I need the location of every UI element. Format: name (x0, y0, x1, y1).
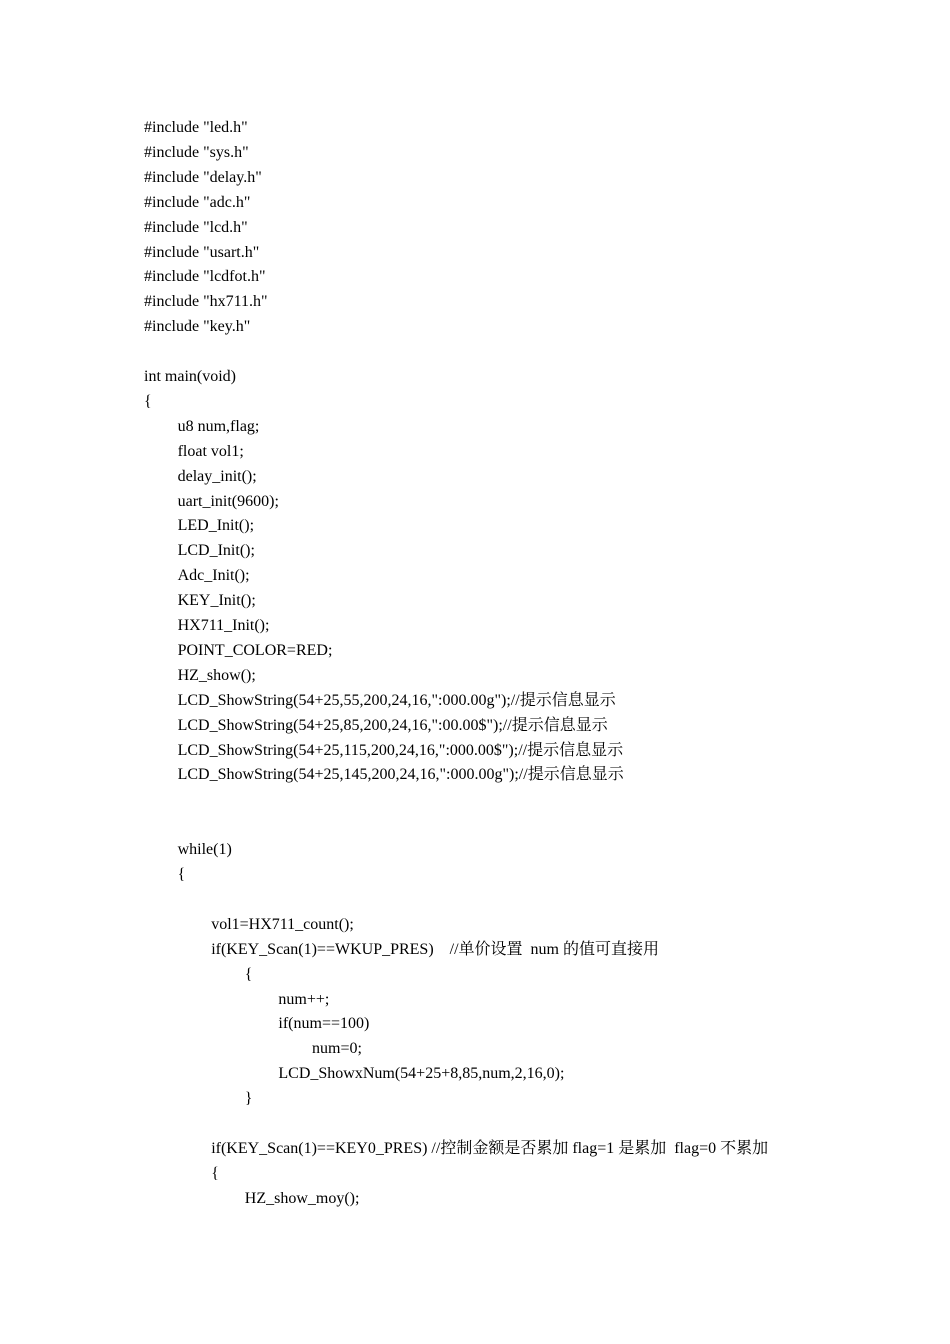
code-line: #include "delay.h" (144, 168, 262, 186)
code-line: int main(void) (144, 368, 236, 385)
code-line: LED_Init(); (177, 517, 255, 535)
code-line: #include "adc.h" (144, 193, 251, 211)
code-line: { (211, 1164, 219, 1182)
code-line: if(KEY_Scan(1)==KEY0_PRES) //控制金额是否累加 flag=1 是累加 flag=0 不累加 (211, 1139, 769, 1157)
code-line: if(KEY_Scan(1)==WKUP_PRES) //单价设置 num 的值可直接用 (211, 940, 659, 958)
code-line: { (177, 866, 186, 883)
code-line: #include "lcd.h" (144, 218, 248, 236)
code-line: LCD_ShowxNum(54+25+8,85,num,2,16,0); (278, 1065, 565, 1083)
code-line: Adc_Init(); (177, 567, 250, 585)
code-line: #include "key.h" (144, 318, 251, 336)
code-line: #include "usart.h" (144, 243, 260, 261)
code-line: { (144, 392, 152, 410)
code-line: float vol1; (177, 442, 244, 460)
code-line: u8 num,flag; (177, 417, 260, 435)
code-line: num++; (278, 990, 330, 1008)
code-line: { (244, 965, 253, 983)
code-line: if(num==100) (278, 1015, 370, 1033)
code-line: HZ_show_moy(); (244, 1189, 360, 1207)
code-line: while(1) (177, 841, 232, 859)
code-line: LCD_Init(); (177, 542, 255, 560)
code-line: HZ_show(); (177, 666, 256, 684)
code-line: #include "sys.h" (144, 143, 249, 161)
code-line: vol1=HX711_count(); (211, 915, 354, 933)
code-line: num=0; (312, 1040, 362, 1058)
code-line: LCD_ShowString(54+25,115,200,24,16,":000.00$");//提示信息显示 (177, 741, 624, 759)
code-line: LCD_ShowString(54+25,145,200,24,16,":000.00g");//提示信息显示 (177, 766, 624, 784)
code-line: delay_init(); (177, 467, 257, 485)
code-line: #include "hx711.h" (144, 293, 268, 311)
code-line: #include "led.h" (144, 119, 248, 136)
code-line: #include "lcdfot.h" (144, 268, 266, 286)
code-line: } (244, 1090, 253, 1108)
code-line: KEY_Init(); (177, 592, 256, 610)
code-line: HX711_Init(); (177, 617, 270, 634)
code-line: uart_init(9600); (177, 492, 279, 510)
code-line: LCD_ShowString(54+25,85,200,24,16,":00.00$");//提示信息显示 (177, 716, 608, 734)
code-line: POINT_COLOR=RED; (177, 641, 333, 659)
code-line: LCD_ShowString(54+25,55,200,24,16,":000.00g");//提示信息显示 (177, 691, 616, 709)
